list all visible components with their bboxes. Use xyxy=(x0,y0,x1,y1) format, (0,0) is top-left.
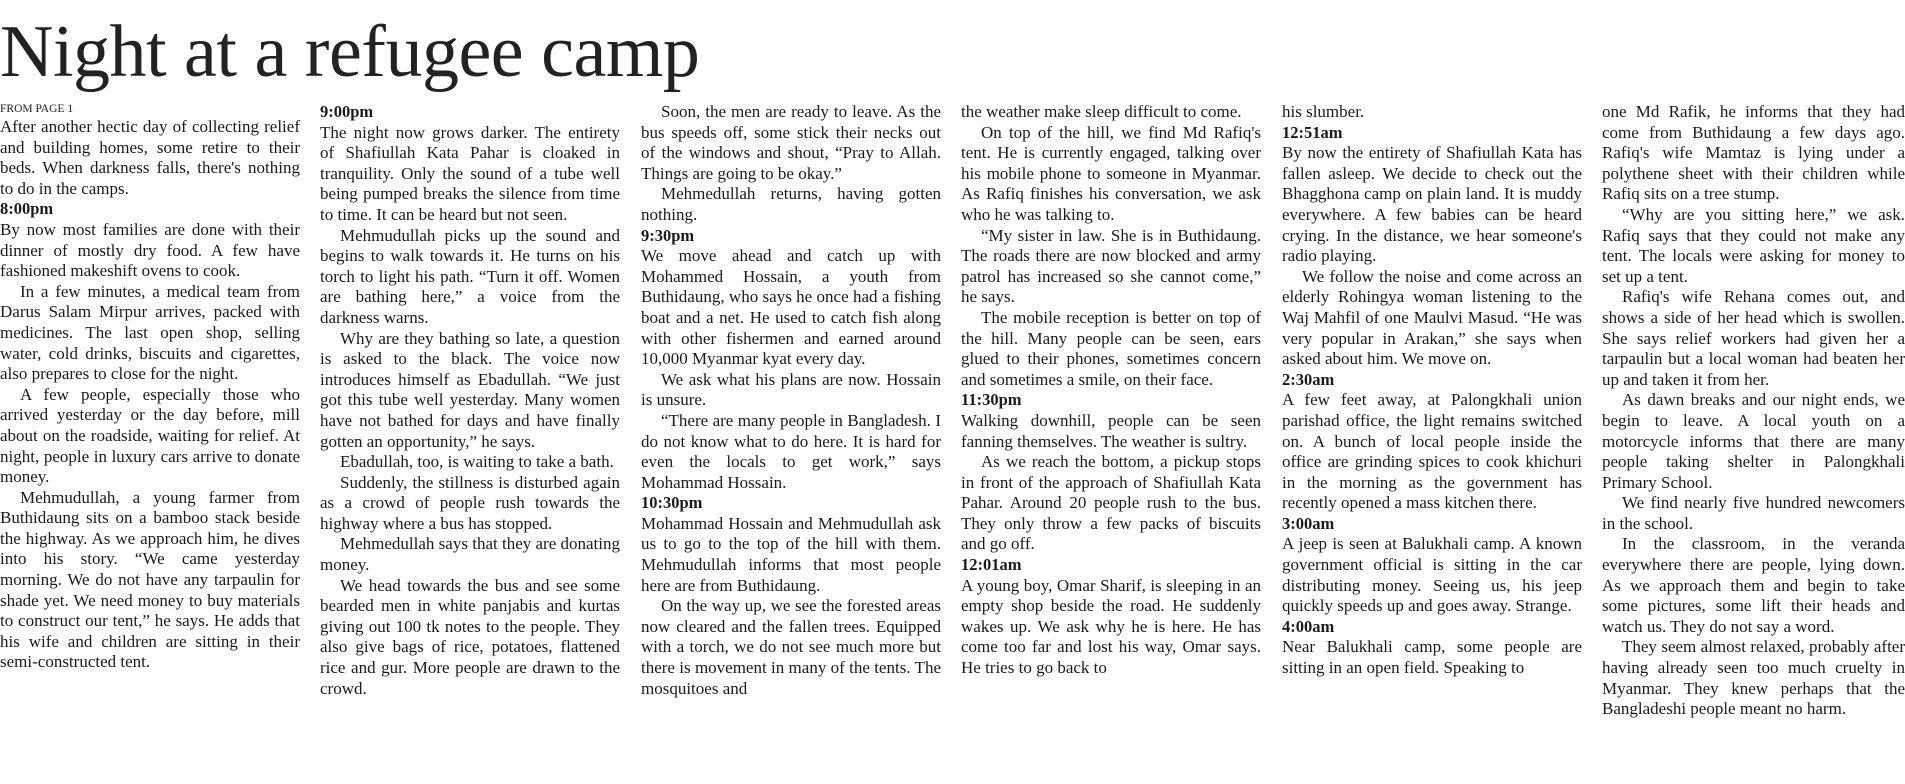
article-paragraph: We find nearly five hundred newcomers in the school. xyxy=(1602,493,1905,533)
article-paragraph: We head towards the bus and see some bearded men in white panjabis and kurtas giving out 100 tk notes to the people. They also give bags of rice, potatoes, flattened rice and gur. More people are drawn to the crowd. xyxy=(320,575,620,698)
article-paragraph: A jeep is seen at Balukhali camp. A known government official is sitting in the car distributing money. Seeing us, his jeep quickly speeds up and goes away. Strange. xyxy=(1282,534,1582,616)
article-paragraph: Mehmudullah picks up the sound and begins to walk towards it. He turns on his torch to light his path. “Turn it off. Women are bathing here,” a voice from the darkness warns. xyxy=(320,225,620,327)
timestamp-heading: 8:00pm xyxy=(0,199,54,219)
article-paragraph: In the classroom, in the veranda everywhere there are people, lying down. As we approach them and begin to take some pictures, some lift their heads and watch us. They do not say a word. xyxy=(1602,534,1905,636)
article-paragraph: Ebadullah, too, is waiting to take a bath. xyxy=(340,452,614,472)
article-column-4 xyxy=(961,102,1261,679)
article-paragraph: Soon, the men are ready to leave. As the bus speeds off, some stick their necks out of the windows and shout, “Pray to Allah. Things are going to be okay.” xyxy=(641,102,941,183)
article-paragraph: After another hectic day of collecting relief and building homes, some retire to their beds. When darkness falls, there's nothing to do in the camps. xyxy=(0,117,300,198)
headline: Night at a refugee camp xyxy=(0,11,700,93)
article-paragraph: “Why are you sitting here,” we ask. Rafiq says that they could not make any tent. The locals were asking for money to set up a tent. xyxy=(1602,204,1905,286)
jump-line: FROM PAGE 1 xyxy=(0,103,74,115)
article-paragraph: By now most families are done with their dinner of mostly dry food. A few have fashioned makeshift ovens to cook. xyxy=(0,219,300,281)
article-paragraph: Walking downhill, people can be seen fanning themselves. The weather is sultry. xyxy=(961,410,1261,451)
article-paragraph: By now the entirety of Shafiullah Kata has fallen asleep. We decide to check out the Bhagghona camp on plain land. It is muddy everywhere. A few babies can be heard crying. In the distance, we hear someone's radio playing. xyxy=(1282,143,1582,266)
article-paragraph: We move ahead and catch up with Mohammed Hossain, a youth from Buthidaung, who says he once had a fishing boat and a net. He used to catch fish along with other fishermen and earned around 10,000 Myanmar kyat every day. xyxy=(641,246,941,369)
article-column-2 xyxy=(320,102,620,699)
article-paragraph: A few people, especially those who arrived yesterday or the day before, mill about on the roadside, waiting for relief. At night, people in luxury cars arrive to donate money. xyxy=(0,384,300,487)
article-paragraph: Mehmedullah says that they are donating money. xyxy=(320,534,620,575)
article-paragraph: Near Balukhali camp, some people are sitting in an open field. Speaking to xyxy=(1282,637,1582,678)
article-paragraph: Mehmudullah, a young farmer from Buthidaung sits on a bamboo stack beside the highway. As we approach him, he dives into his story. “We came yesterday morning. We do not have any tarpaulin for shade yet. We need money to buy materials to construct our tent,” he says. He adds that his wife and children are sitting in their semi-constructed tent. xyxy=(0,487,300,672)
timestamp-heading: 10:30pm xyxy=(641,493,703,513)
article-column-1 xyxy=(0,102,300,673)
article-paragraph: A young boy, Omar Sharif, is sleeping in an empty shop beside the road. He suddenly wakes up. We ask why he is here. He has come too far and lost his way, Omar says. He tries to go back to xyxy=(961,575,1261,678)
article-paragraph: Rafiq's wife Rehana comes out, and shows a side of her head which is swollen. She says relief workers had given her a tarpaulin but a local woman had beaten her up and taken it from her. xyxy=(1602,287,1905,389)
article-paragraph: The mobile reception is better on top of the hill. Many people can be seen, ears glued to their phones, sometimes concern and sometimes a smile, on their face. xyxy=(961,307,1261,389)
article-paragraph: On the way up, we see the forested areas now cleared and the fallen trees. Equipped with a torch, we do not see much more but there is movement in many of the tents. The mosquitoes and xyxy=(641,596,941,698)
article-column-3 xyxy=(641,102,941,699)
article-paragraph: On top of the hill, we find Md Rafiq's tent. He is currently engaged, talking over his mobile phone to someone in Myanmar. As Rafiq finishes his conversation, we ask who he was talking to. xyxy=(961,122,1261,224)
timestamp-heading: 11:30pm xyxy=(961,390,1022,410)
article-paragraph: They seem almost relaxed, probably after having already seen too much cruelty in Myanmar. They knew perhaps that the Bangladeshi people meant no harm. xyxy=(1602,637,1905,719)
article-paragraph: Mohammad Hossain and Mehmudullah ask us to go to the top of the hill with them. Mehmudullah informs that most people here are from Buthidaung. xyxy=(641,513,941,595)
article-column-5 xyxy=(1282,102,1582,679)
article-paragraph: We ask what his plans are now. Hossain is unsure. xyxy=(641,369,941,410)
article-paragraph: In a few minutes, a medical team from Darus Salam Mirpur arrives, packed with medicines. The last open shop, selling water, cold drinks, biscuits and cigarettes, also prepares to close for the night. xyxy=(0,281,300,384)
article-paragraph: “My sister in law. She is in Buthidaung. The roads there are now blocked and army patrol has increased so she cannot come,” he says. xyxy=(961,225,1261,307)
article-paragraph: the weather make sleep difficult to come. xyxy=(961,102,1242,121)
timestamp-heading: 9:00pm xyxy=(320,102,374,121)
timestamp-heading: 9:30pm xyxy=(641,225,695,245)
article-paragraph: As dawn breaks and our night ends, we begin to leave. A local youth on a motorcycle informs that there are many people taking shelter in Palongkhali Primary School. xyxy=(1602,390,1905,492)
article-paragraph: his slumber. xyxy=(1282,102,1365,121)
article-paragraph: The night now grows darker. The entirety of Shafiullah Kata Pahar is cloaked in tranquility. Only the sound of a tube well being pumped breaks the silence from time to time. It can be heard but not seen. xyxy=(320,122,620,224)
timestamp-heading: 2:30am xyxy=(1282,369,1335,389)
timestamp-heading: 12:01am xyxy=(961,555,1022,575)
article-paragraph: one Md Rafik, he informs that they had come from Buthidaung a few days ago. Rafiq's wife Mamtaz is lying under a polythene sheet with their children while Rafiq sits on a tree stump. xyxy=(1602,102,1905,204)
timestamp-heading: 3:00am xyxy=(1282,513,1335,533)
article-paragraph: “There are many people in Bangladesh. I do not know what to do here. It is hard for even the locals to get work,” says Mohammad Hossain. xyxy=(641,410,941,492)
article-paragraph: Why are they bathing so late, a question is asked to the black. The voice now introduces himself as Ebadullah. “We just got this tube well yesterday. Many women have not bathed for days and have finally gotten an opportunity,” he says. xyxy=(320,328,620,451)
article-paragraph: Suddenly, the stillness is disturbed again as a crowd of people rush towards the highway where a bus has stopped. xyxy=(320,472,620,533)
timestamp-heading: 12:51am xyxy=(1282,122,1343,142)
article-paragraph: Mehmedullah returns, having gotten nothing. xyxy=(641,184,941,224)
timestamp-heading: 4:00am xyxy=(1282,616,1335,636)
article-paragraph: We follow the noise and come across an elderly Rohingya woman listening to the Waj Mahfil of one Maulvi Masud. “He was very popular in Arakan,” she says when asked about him. We move on. xyxy=(1282,266,1582,369)
article-paragraph: A few feet away, at Palongkhali union parishad office, the light remains switched on. A bunch of local people inside the office are grinding spices to cook khichuri in the morning as the government has recently opened a mass kitchen there. xyxy=(1282,390,1582,513)
article-column-6 xyxy=(1602,102,1905,720)
article-paragraph: As we reach the bottom, a pickup stops in front of the approach of Shafiullah Kata Pahar. Around 20 people rush to the bus. They only throw a few packs of biscuits and go off. xyxy=(961,452,1261,554)
